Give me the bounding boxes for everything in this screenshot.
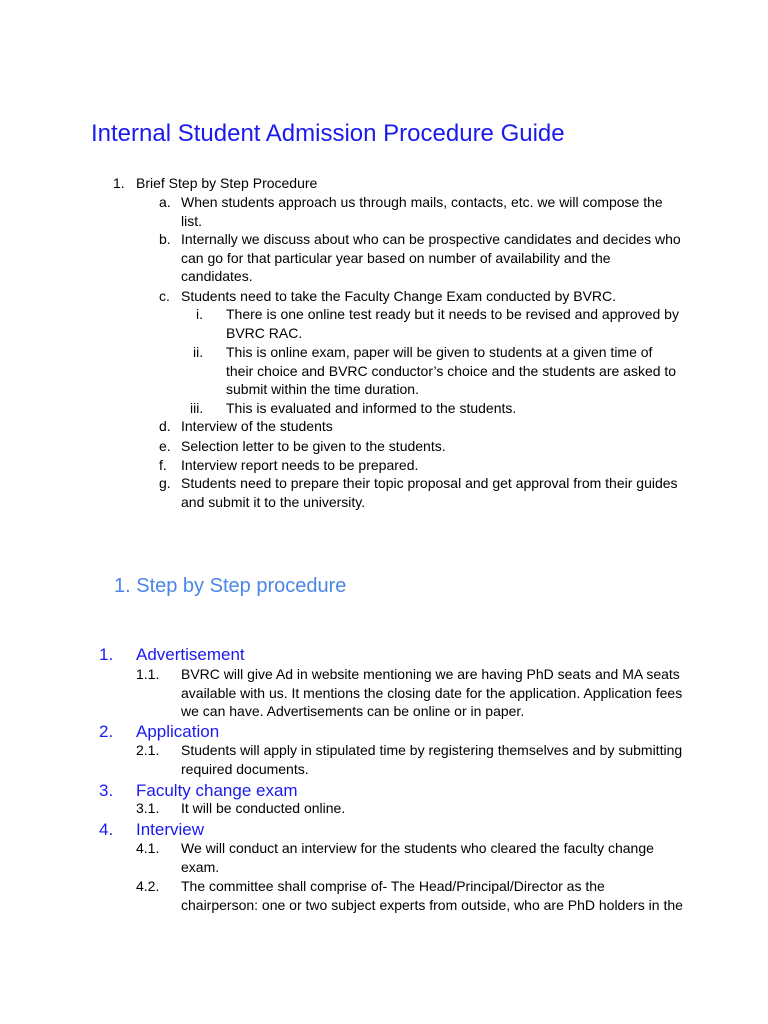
step-heading: Application: [136, 722, 220, 741]
list-marker: 4.2.: [136, 878, 160, 894]
page-title: Internal Student Admission Procedure Guide: [91, 120, 565, 147]
list-item: Interview report needs to be prepared.: [181, 457, 419, 473]
list-marker: 3.1.: [136, 800, 160, 816]
list-marker: d.: [159, 418, 171, 434]
list-marker: 4.1.: [136, 840, 160, 856]
brief-number: 1.: [113, 175, 125, 191]
step-heading: Interview: [136, 820, 205, 839]
step-number: 3.: [99, 781, 114, 800]
section-heading: 1. Step by Step procedure: [114, 575, 347, 597]
list-marker: f.: [159, 457, 167, 473]
list-marker: 1.1.: [136, 666, 160, 682]
step-number: 4.: [99, 820, 114, 839]
step-number: 1.: [99, 645, 114, 664]
list-marker: i.: [196, 306, 203, 322]
list-marker: a.: [159, 194, 171, 210]
list-marker: e.: [159, 438, 171, 454]
step-number: 2.: [99, 722, 114, 741]
step-heading: Advertisement: [136, 645, 245, 664]
list-item: This is evaluated and informed to the students.: [226, 400, 517, 416]
brief-heading: Brief Step by Step Procedure: [136, 175, 318, 191]
list-item: There is one online test ready but it needs to be revised and approved by BVRC RAC.: [226, 306, 679, 341]
list-item: When students approach us through mails, contacts, etc. we will compose the list.: [181, 194, 663, 229]
list-marker: 2.1.: [136, 742, 160, 758]
list-item: Students need to take the Faculty Change Exam conducted by BVRC.: [181, 288, 617, 304]
list-item: This is online exam, paper will be given to students at a given time of their choice and BVRC conductor’s choice and the students are asked to submit within the time duration.: [226, 344, 677, 398]
list-item: Students will apply in stipulated time by registering themselves and by submitting required documents.: [181, 742, 683, 777]
list-marker: iii.: [190, 400, 204, 416]
list-marker: g.: [159, 475, 171, 491]
list-item: Internally we discuss about who can be prospective candidates and decides who can go for that particular year based on number of availability and the candidates.: [181, 231, 681, 285]
list-item: Interview of the students: [181, 418, 333, 434]
list-marker: c.: [159, 288, 170, 304]
list-item: The committee shall comprise of- The Head/Principal/Director as the chairperson: one or two subject experts from outside, who are PhD holders in the: [181, 878, 683, 913]
list-item: BVRC will give Ad in website mentioning we are having PhD seats and MA seats available with us. It mentions the closing date for the application. Application fees we can have. Advertisements can be online or in paper.: [181, 666, 683, 720]
step-heading: Faculty change exam: [136, 781, 298, 800]
list-marker: b.: [159, 231, 171, 247]
list-item: Students need to prepare their topic proposal and get approval from their guides and submit it to the university.: [181, 475, 678, 510]
list-marker: ii.: [193, 344, 204, 360]
list-item: Selection letter to be given to the students.: [181, 438, 446, 454]
list-item: We will conduct an interview for the students who cleared the faculty change exam.: [181, 840, 654, 875]
list-item: It will be conducted online.: [181, 800, 346, 816]
